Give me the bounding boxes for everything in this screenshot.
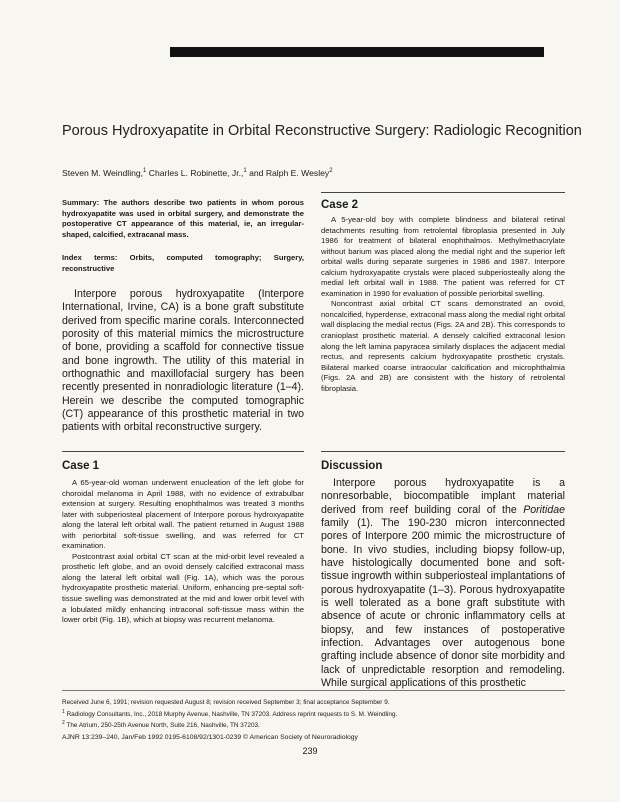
- received-note: Received June 6, 1991; revision requested August 8; revision received September 3; final acceptance September 9.: [62, 699, 390, 706]
- case-2-paragraph-2: Noncontrast axial orbital CT scans demonstrated an ovoid, noncalcified, hyperdense, extraconal mass along the medial right orbital wall displacing the medial rectus (Figs. 2A and 2B). This corresponds to cranioplast prosthetic material. A densely calcified extraconal lesion along the left lamina papyracea similarly displaces the adjacent medial rectus, and represents calcium hydroxyapatite prosthetic crystals. Bilateral marked coarse intraocular calcification and microphthalmia (Figs. 2A and 2B) are consistent with the history of retrolental fibroplasia.: [321, 299, 566, 393]
- footnote-2-text: The Atrium, 250-25th Avenue North, Suite 216, Nashville, TN 37203.: [66, 722, 260, 730]
- footnote-rule: [62, 690, 565, 691]
- author-line: [62, 165, 582, 179]
- footnote-1-text: Radiology Consultants, Inc., 2018 Murphy Avenue, Nashville, TN 37203. Address reprint requests to S. M. Weindling.: [66, 710, 398, 718]
- summary: Summary: The authors describe two patients in whom porous hydroxyapatite was used in orbital surgery, and demonstrate the postoperative CT appearance of this material, ie, an irregular-shaped, calcified, extracanal mass.: [62, 198, 304, 239]
- discussion-rule: [321, 451, 565, 452]
- case-1-paragraph-2: Postcontrast axial orbital CT scan at the mid-orbit level revealed a prosthetic left globe, and an ovoid densely calcified extraconal mass along the lateral left orbital wall (Fig. 1A), which was the porous hydroxyapatite prosthetic material. Uniform, enhancing pre-septal soft-tissue swelling was demonstrated at the mid and lower orbit level with a lobulated mildly enhancing intraconal soft-tissue mass within the lower orbit (Fig. 1B), which at biopsy was recurrent melanoma.: [62, 551, 304, 625]
- author-3-affiliation-mark: 2: [329, 168, 333, 174]
- article-title: Porous Hydroxyapatite in Orbital Reconstructive Surgery: Radiologic Recognition: [62, 123, 582, 139]
- discussion-body: [321, 477, 565, 691]
- case-1-heading: Case 1: [62, 460, 100, 472]
- case-2-heading: Case 2: [321, 199, 359, 211]
- author-2-affiliation-mark: 1: [243, 168, 247, 174]
- header-bar: [170, 47, 544, 57]
- author-1-affiliation-mark: 1: [143, 168, 147, 174]
- index-terms: Index terms: Orbits, computed tomography; Surgery, reconstructive: [62, 253, 304, 273]
- case-2-body: [321, 215, 565, 394]
- footnotes: [62, 698, 582, 731]
- discussion-heading: Discussion: [321, 460, 383, 472]
- discussion-text-1: Interpore porous hydroxyapatite is a nonresorbable, biocompatible implant material derived from reef building coral of the: [321, 477, 565, 516]
- intro-section: [62, 288, 304, 435]
- discussion-paragraph: [321, 477, 565, 691]
- journal-citation: AJNR 13:239–240, Jan/Feb 1992 0195-6108/92/1301-0239 © American Society of Neuroradiology: [62, 734, 358, 741]
- footnote-1-mark: 1: [62, 708, 65, 715]
- discussion-text-2: family (1). The 190-230 micron interconnected pores of Interpore 200 mimic the microstructure of bone. In vivo studies, including biopsy follow-up, have histologically documented bone and soft-tissue ingrowth within subperiosteal implantations of porous hydroxyapatite (1–3). Porous hydroxyapatite is well tolerated as a bone graft substitute with absence of acute or chronic inflammatory cells at biopsy, and few instances of postoperative infection. Advantages over autogenous bone grafting include absence of donor site morbidity and lack of unpredictable resorption and remodeling. While surgical applications of this prosthetic: [321, 517, 565, 690]
- author-1: Steven M. Weindling,: [62, 167, 144, 178]
- case-2-rule: [321, 192, 565, 193]
- case-1-body: [62, 478, 304, 626]
- author-2: Charles L. Robinette, Jr.,: [148, 167, 244, 178]
- footnote-2-mark: 2: [62, 720, 65, 727]
- intro-paragraph: Interpore porous hydroxyapatite (Interpore International, Irvine, CA) is a bone graft substitute derived from specific marine corals. Interconnected porosity of this material mimics the microstructure of bone, providing a scaffold for connective tissue and bone ingrowth. The utility of this material in orthognathic and maxillofacial surgery has been recently presented in nonradiologic literature (1–4). Herein we describe the computed tomographic (CT) appearance of this prosthetic material in two patients with orbital reconstructive surgery.: [62, 288, 304, 434]
- page-number: 239: [302, 746, 318, 756]
- case-1-rule: [62, 451, 304, 452]
- footnote-2: [62, 719, 582, 731]
- author-3: and Ralph E. Wesley: [249, 167, 330, 178]
- case-1-paragraph-1: A 65-year-old woman underwent enucleation of the left globe for choroidal melanoma in April 1988, with no evidence of extrabulbar extension at surgery. Resulting enophthalmos was treated 3 months later with subperiosteal placement of Interpore porous hydroxyapatite along the lateral left orbital wall. The patient returned in August 1988 with periorbital soft-tissue swelling, and was referred for CT examination.: [62, 478, 304, 551]
- footnote-1: [62, 708, 582, 720]
- discussion-italic-term: Poritidae: [523, 503, 565, 516]
- case-2-paragraph-1: A 5-year-old boy with complete blindness and bilateral retinal detachments resulting from retrolental fibroplasia presented in July 1986 for treatment of bilateral enophthalmos. Methylmethacrylate without barium was placed along the medial right and the superior left orbital walls during separate surgeries in 1986 and 1987. Interpore calcium hydroxyapatite crystals were placed subperiosteally along the medial left orbital wall in 1988. The patient was referred for CT examination in 1990 for evaluation of possible periorbital swelling.: [321, 215, 565, 298]
